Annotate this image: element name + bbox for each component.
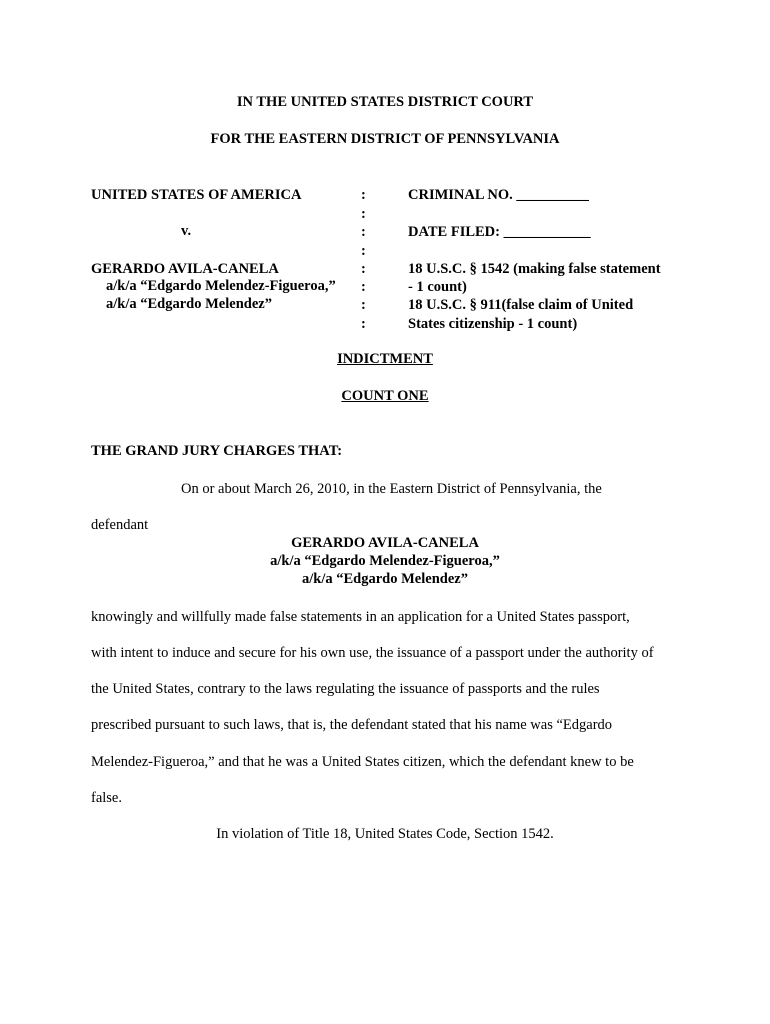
intro-line: On or about March 26, 2010, in the Eastern District of Pennsylvania, the <box>181 481 602 497</box>
defendant-block-aka: a/k/a “Edgardo Melendez” <box>302 571 468 587</box>
paragraph-line: false. <box>91 790 122 806</box>
defendant-aka-2: a/k/a “Edgardo Melendez” <box>106 296 272 312</box>
caption-colon: : <box>361 243 366 259</box>
defendant-label: defendant <box>91 517 149 533</box>
versus-label: v. <box>181 223 192 239</box>
paragraph-line: with intent to induce and secure for his own use, the issuance of a passport under the authority of <box>91 645 654 661</box>
caption-colon: : <box>361 279 366 295</box>
caption-colon: : <box>361 187 366 203</box>
charge-line: States citizenship - 1 count) <box>408 316 578 332</box>
caption-colon: : <box>361 206 366 222</box>
charge-line: 18 U.S.C. § 1542 (making false statement <box>408 261 661 277</box>
charge-line: - 1 count) <box>408 279 467 295</box>
court-title: IN THE UNITED STATES DISTRICT COURT <box>236 94 534 110</box>
paragraph-line: prescribed pursuant to such laws, that is, the defendant stated that his name was “Edgardo <box>91 717 613 733</box>
paragraph-line: the United States, contrary to the laws regulating the issuance of passports and the rules <box>91 681 600 697</box>
court-district: FOR THE EASTERN DISTRICT OF PENNSYLVANIA <box>210 131 560 147</box>
defendant-block-aka: a/k/a “Edgardo Melendez-Figueroa,” <box>270 553 500 569</box>
caption-colon: : <box>361 224 366 240</box>
date-filed: DATE FILED: ____________ <box>408 224 591 240</box>
caption-colon: : <box>361 297 366 313</box>
caption-colon: : <box>361 261 366 277</box>
violation-statement: In violation of Title 18, United States Code, Section 1542. <box>216 826 554 842</box>
paragraph-line: Melendez-Figueroa,” and that he was a United States citizen, which the defendant knew to be <box>91 754 634 770</box>
defendant-name: GERARDO AVILA-CANELA <box>91 261 279 277</box>
plaintiff-name: UNITED STATES OF AMERICA <box>91 187 302 203</box>
defendant-aka-1: a/k/a “Edgardo Melendez-Figueroa,” <box>106 278 336 294</box>
count-one-heading: COUNT ONE <box>341 388 429 404</box>
grand-jury-heading: THE GRAND JURY CHARGES THAT: <box>91 443 343 459</box>
charge-line: 18 U.S.C. § 911(false claim of United <box>408 297 634 313</box>
criminal-number: CRIMINAL NO. __________ <box>408 187 589 203</box>
paragraph-line: knowingly and willfully made false statements in an application for a United States passport, <box>91 609 630 625</box>
caption-colon: : <box>361 316 366 332</box>
defendant-block-name: GERARDO AVILA-CANELA <box>291 535 479 551</box>
indictment-heading: INDICTMENT <box>337 351 433 367</box>
